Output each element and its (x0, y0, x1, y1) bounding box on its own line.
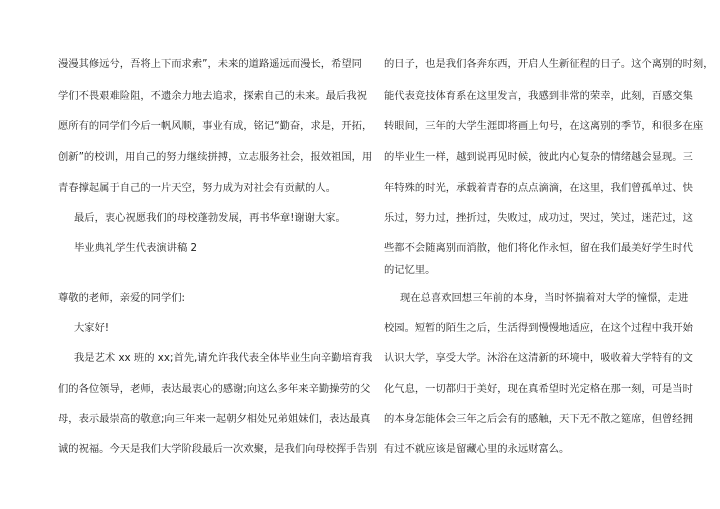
paragraph-line: 青春撑起属于自己的一片天空，努力成为对社会有贡献的人。 (58, 182, 337, 194)
paragraph-line: 化气息，一切都归于美好，现在真希望时光定格在那一刻，可是当时 (384, 383, 693, 395)
paragraph-line: 愿所有的同学们今后一帆风顺，事业有成，铭记“勤奋，求是，开拓， (58, 120, 373, 132)
paragraph-line: 漫漫其修远兮，吾将上下而求索”，未来的道路遥远而漫长，希望同 (58, 58, 362, 70)
paragraph-line: 能代表竞技体育系在这里发言，我感到非常的荣幸，此刻，百感交集 (384, 90, 693, 102)
paragraph-line: 创新”的校训，用自己的努力继续拼搏，立志服务社会，报效祖国，用 (58, 151, 373, 163)
paragraph-line: 最后，衷心祝愿我们的母校蓬勃发展，再书华章!谢谢大家。 (74, 212, 346, 224)
paragraph-line: 转眼间，三年的大学生涯即将画上句号，在这离别的季节，和很多在座 (384, 120, 704, 132)
paragraph-line: 年特殊的时光，承载着青春的点点滴滴，在这里，我们曾孤单过、快 (384, 182, 693, 194)
paragraph-line: 校园。短暂的陌生之后，生活得到慢慢地适应，在这个过程中我开始 (384, 322, 693, 334)
paragraph-line: 我是艺术 xx 班的 xx;首先,请允许我代表全体毕业生向辛勤培育我 (74, 352, 373, 364)
paragraph-line: 有过不就应该是留藏心里的永远财富么。 (384, 443, 570, 455)
paragraph-line: 的本身怎能体会三年之后会有的感触，天下无不散之筵席，但曾经拥 (384, 413, 693, 425)
salutation-line: 尊敬的老师，亲爱的同学们: (58, 292, 186, 304)
paragraph-line: 些都不会随离别而消散，他们将化作永恒，留在我们最美好学生时代 (384, 242, 693, 254)
paragraph-line: 母，表示最崇高的敬意;向三年来一起朝夕相处兄弟姐妹们，表达最真 (58, 413, 371, 425)
paragraph-line: 的日子，也是我们各奔东西，开启人生新征程的日子。这个离别的时刻， (384, 58, 714, 70)
paragraph-line: 诚的祝福。今天是我们大学阶段最后一次欢聚，是我们向母校挥手告别 (58, 443, 378, 455)
paragraph-line: 学们不畏艰难险阻，不遗余力地去追求，探索自己的未来。最后我祝 (58, 90, 367, 102)
paragraph-line: 的毕业生一样，越到说再见时候，彼此内心复杂的情绪越会显现。三 (384, 151, 693, 163)
paragraph-line: 乐过，努力过，挫折过，失败过，成功过，哭过，笑过，迷茫过，这 (384, 212, 693, 224)
paragraph-line: 的记忆里。 (384, 264, 436, 276)
paragraph-line: 现在总喜欢回想三年前的本身，当时怀揣着对大学的憧憬，走进 (400, 292, 689, 304)
paragraph-line: 们的各位领导，老师，表达最衷心的感谢;向这么多年来辛勤操劳的父 (58, 383, 371, 395)
greeting-line: 大家好! (74, 322, 110, 334)
paragraph-line: 认识大学，享受大学。沐浴在这清新的环境中，吸收着大学特有的文 (384, 352, 693, 364)
section-heading: 毕业典礼学生代表演讲稿 2 (74, 242, 198, 254)
